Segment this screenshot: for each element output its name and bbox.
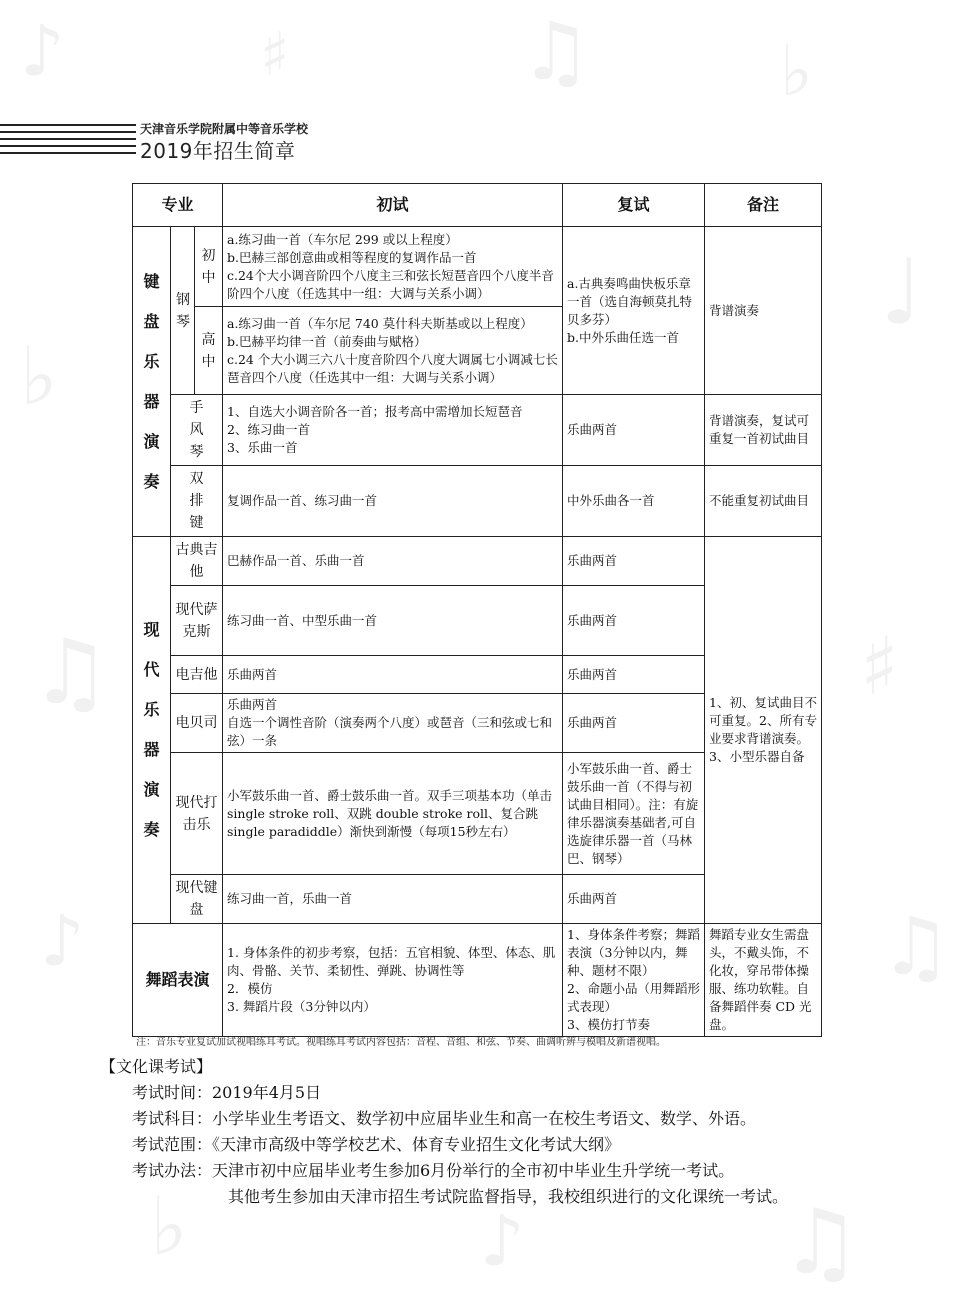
major-electric-bass: 电贝司	[171, 694, 223, 753]
culture-method-continued: 其他考生参加由天津市招生考试院监督指导，我校组织进行的文化课统一考试。	[228, 1187, 789, 1206]
page-header	[0, 118, 310, 168]
major-double-keyboard: 双排键	[171, 466, 223, 537]
modern-keyboard-retest: 乐曲两首	[563, 875, 705, 924]
modern-remark: 1、初、复试曲目不可重复。2、所有专业要求背谱演奏。3、小型乐器自备	[705, 537, 822, 924]
page-title: 2019年招生简章	[140, 139, 296, 163]
electric-guitar-initial: 乐曲两首	[223, 656, 563, 694]
level-senior: 高中	[195, 307, 223, 395]
piano-retest: a.古典奏鸣曲快板乐章一首（选自海顿莫扎特贝多芬） b.中外乐曲任选一首	[563, 227, 705, 395]
dance-retest: 1、身体条件考察；舞蹈表演（3分钟以内，舞种、题材不限） 2、命题小品（用舞蹈形式表现） 3、模仿打节奏	[563, 924, 705, 1037]
category-modern: 现代乐器演奏	[133, 537, 171, 924]
percussion-retest: 小军鼓乐曲一首、爵士鼓乐曲一首（不得与初试曲目相同）。注：有旋律乐器演奏基础者,可自选旋律乐器一首（马林巴、钢琴）	[563, 753, 705, 875]
dance-initial: 1. 身体条件的初步考察，包括：五官相貌、体型、体态、肌肉、骨骼、关节、柔韧性、弹跳、协调性等 2．模仿 3. 舞蹈片段（3分钟以内）	[223, 924, 563, 1037]
background-music-notes: ♪ ♯ ♫ ♭ ♩ ♭ ♫ ♯ ♪ ♫ ♭ ♪ ♫	[20, 5, 952, 1295]
dance-remark: 舞蹈专业女生需盘头，不戴头饰，不化妆，穿吊带体操服、练功软鞋。自备舞蹈伴奏 CD 光盘。	[705, 924, 822, 1037]
major-saxophone: 现代萨克斯	[171, 586, 223, 656]
table-row	[133, 924, 822, 1037]
header-rule-lines	[0, 124, 136, 159]
electric-bass-initial: 乐曲两首 自选一个调性音阶（演奏两个八度）或琶音（三和弦或七和弦）一条	[223, 694, 563, 753]
classical-guitar-initial: 巴赫作品一首、乐曲一首	[223, 537, 563, 586]
major-modern-keyboard: 现代键盘	[171, 875, 223, 924]
saxophone-initial: 练习曲一首、中型乐曲一首	[223, 586, 563, 656]
table-footnote: 注：音乐专业复试加试视唱练耳考试。视唱练耳考试内容包括：音程、音组、和弦、节奏、曲调听辨与模唱及新谱视唱。	[136, 1037, 666, 1048]
piano-senior-initial: a.练习曲一首（车尔尼 740 莫什科夫斯基或以上程度） b.巴赫平均律一首（前奏曲与赋格） c.24 个大小调三六八十度音阶四个八度大调属七小调减七长琶音四个八度（任选其中一组：大调与关系小调）	[223, 307, 563, 395]
table-header-row	[133, 184, 822, 227]
accordion-remark: 背谱演奏，复试可重复一首初试曲目	[705, 395, 822, 466]
electric-bass-retest: 乐曲两首	[563, 694, 705, 753]
table-row	[133, 466, 822, 537]
culture-subjects: 考试科目：小学毕业生考语文、数学初中应届毕业生和高一在校生考语文、数学、外语。	[132, 1109, 757, 1128]
header-remark: 备注	[705, 184, 822, 227]
percussion-initial: 小军鼓乐曲一首、爵士鼓乐曲一首。双手三项基本功（单击 single stroke roll、双跳 double stroke roll、复合跳 single paradiddle）渐快到渐慢（每项15秒左右）	[223, 753, 563, 875]
major-percussion: 现代打击乐	[171, 753, 223, 875]
double-keyboard-retest: 中外乐曲各一首	[563, 466, 705, 537]
culture-scope: 考试范围：《天津市高级中等学校艺术、体育专业招生文化考试大纲》	[132, 1135, 621, 1154]
header-initial: 初试	[223, 184, 563, 227]
table-row	[133, 227, 822, 307]
admission-table	[132, 183, 822, 1037]
classical-guitar-retest: 乐曲两首	[563, 537, 705, 586]
header-retest: 复试	[563, 184, 705, 227]
accordion-initial: 1、自选大小调音阶各一首；报考高中需增加长短琶音 2、练习曲一首 3、乐曲一首	[223, 395, 563, 466]
culture-exam-section	[100, 1054, 788, 1210]
category-dance: 舞蹈表演	[133, 924, 223, 1037]
level-junior: 初中	[195, 227, 223, 307]
major-piano: 钢琴	[171, 227, 195, 395]
double-keyboard-initial: 复调作品一首、练习曲一首	[223, 466, 563, 537]
table-row	[133, 537, 822, 586]
piano-remark: 背谱演奏	[705, 227, 822, 395]
major-electric-guitar: 电吉他	[171, 656, 223, 694]
piano-junior-initial: a.练习曲一首（车尔尼 299 或以上程度） b.巴赫三部创意曲或相等程度的复调作品一首 c.24个大小调音阶四个八度主三和弦长短琶音四个八度半音阶四个八度（任选其中一组：大调与关系小调）	[223, 227, 563, 307]
accordion-retest: 乐曲两首	[563, 395, 705, 466]
saxophone-retest: 乐曲两首	[563, 586, 705, 656]
modern-keyboard-initial: 练习曲一首，乐曲一首	[223, 875, 563, 924]
double-keyboard-remark: 不能重复初试曲目	[705, 466, 822, 537]
school-name: 天津音乐学院附属中等音乐学校	[140, 122, 309, 136]
header-major: 专业	[133, 184, 223, 227]
culture-method: 考试办法：天津市初中应届毕业考生参加6月份举行的全市初中毕业生升学统一考试。	[132, 1161, 735, 1180]
category-keyboard: 键盘乐器演奏	[133, 227, 171, 537]
electric-guitar-retest: 乐曲两首	[563, 656, 705, 694]
table-row	[133, 395, 822, 466]
major-classical-guitar: 古典吉他	[171, 537, 223, 586]
culture-time: 考试时间：2019年4月5日	[132, 1083, 322, 1102]
major-accordion: 手风琴	[171, 395, 223, 466]
culture-title: 【文化课考试】	[100, 1057, 213, 1076]
